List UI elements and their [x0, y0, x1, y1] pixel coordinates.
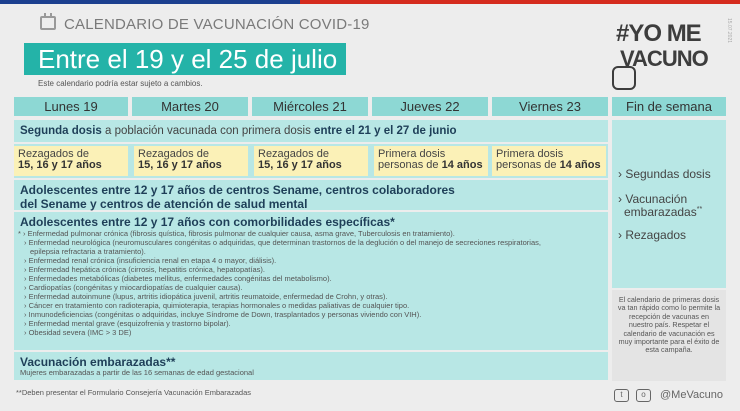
- flag-stripe: [0, 0, 740, 4]
- comorbilidad-item: › Inmunodeficiencias (congénitas o adquiridas, incluye Síndrome de Down, trasplantados y personas viviendo con VIH).: [24, 310, 422, 319]
- page-title: CALENDARIO DE VACUNACIÓN COVID-19: [64, 16, 370, 33]
- comorbilidad-item: › Obesidad severa (IMC > 3 DE): [24, 328, 132, 337]
- embarazadas-heading: Vacunación embarazadas**: [20, 355, 176, 369]
- weekend-item-embarazadas: [624, 205, 702, 219]
- cell-line-2: 15, 16 y 17 años: [138, 159, 222, 171]
- comorbilidad-item: › Enfermedad autoinmune (lupus, artritis idiopática juvenil, artritis reumatoide, enfermedad de Crohn, y otras).: [24, 292, 388, 301]
- comorbilidad-item: › Enfermedad mental grave (esquizofrenia y trastorno bipolar).: [24, 319, 231, 328]
- comorbilidad-item: › Enfermedades metabólicas (diabetes mellitus, enfermedades congénitas del metabolismo).: [24, 274, 332, 283]
- flag-red-stripe: [300, 0, 740, 4]
- logo-line-1: #YO ME: [616, 20, 701, 47]
- comorbilidad-item: › Enfermedad renal crónica (insuficiencia renal en etapa 4 o mayor, diálisis).: [24, 256, 277, 265]
- comorbilidad-item: epilepsia refractaria a tratamiento).: [30, 247, 146, 256]
- cell-primera-dosis-thursday: [374, 146, 488, 176]
- yo-me-vacuno-logo: [612, 16, 728, 92]
- cell-line-1: Primera dosis: [378, 148, 446, 160]
- cell-line-2b: 14 años: [441, 159, 483, 171]
- cell-primera-dosis-friday: [492, 146, 606, 176]
- comorbilidad-item: › Enfermedad hepática crónica (cirrosis, hepatitis crónica, hepatopatías).: [24, 265, 265, 274]
- sename-line-2: del Sename y centros de atención de salud mental: [20, 197, 308, 211]
- social-links: [614, 387, 734, 405]
- instagram-icon[interactable]: o: [636, 389, 651, 402]
- weekend-item-rezagados: › Rezagados: [618, 228, 687, 242]
- day-header-friday: Viernes 23: [492, 97, 608, 116]
- cell-line-1: Primera dosis: [496, 148, 564, 160]
- cell-line-1: Rezagados de: [258, 148, 329, 160]
- weekend-embarazadas-sup: **: [696, 206, 703, 213]
- day-header-monday: Lunes 19: [14, 97, 128, 116]
- social-handle[interactable]: @MeVacuno: [660, 389, 723, 401]
- day-header-thursday: Jueves 22: [372, 97, 488, 116]
- disclaimer-text: Este calendario podría estar sujeto a cambios.: [38, 79, 203, 88]
- flag-blue-stripe: [0, 0, 300, 4]
- comorbilidad-item: › Cáncer en tratamiento con radioterapia, quimioterapia, terapias hormonales o medidas paliativas de cualquier tipo.: [24, 301, 410, 310]
- comorbilidad-item: › Cardiopatías (congénitas y miocardiopatías de cualquier causa).: [24, 283, 243, 292]
- comorbilidad-item: * › Enfermedad pulmonar crónica (fibrosis quística, fibrosis pulmonar de cualquier causa, asma grave, Tuberculosis en tratamiento).: [18, 229, 455, 238]
- segunda-dosis-label: Segunda dosis: [20, 125, 102, 137]
- comorbilidad-item: › Enfermedad neurológica (neuromusculares congénitas o adquiridas, que determinan trastornos de la deglución o del manejo de secreciones respiratorias,: [24, 238, 541, 247]
- cell-rezagados-monday: [14, 146, 128, 176]
- calendar-icon: [40, 16, 56, 30]
- cell-line-1: Rezagados de: [138, 148, 209, 160]
- twitter-icon[interactable]: t: [614, 389, 629, 402]
- embarazadas-text: Mujeres embarazadas a partir de las 16 semanas de edad gestacional: [20, 368, 254, 377]
- cell-line-2a: personas de: [496, 159, 560, 171]
- date-range-title: Entre el 19 y el 25 de julio: [38, 44, 338, 74]
- cell-line-2: 15, 16 y 17 años: [258, 159, 342, 171]
- segunda-dosis-dates: entre el 21 y el 27 de junio: [314, 125, 457, 137]
- side-date: 15.07.2021: [726, 18, 732, 44]
- weekend-item-vacunacion: › Vacunación: [618, 192, 688, 206]
- cell-line-1: Rezagados de: [18, 148, 89, 160]
- day-header-wednesday: Miércoles 21: [252, 97, 368, 116]
- cell-line-2a: personas de: [378, 159, 442, 171]
- calendar-note: El calendario de primeras dosis va tan rápido como lo permite la recepción de vacunas en nuestro país. Respetar el calendario de vacunación es muy importante para el éxito de esta campaña.: [612, 290, 726, 381]
- day-header-weekend: Fin de semana: [612, 97, 726, 116]
- cell-line-2b: 14 años: [559, 159, 601, 171]
- hand-icon: [612, 66, 636, 90]
- cell-line-2: 15, 16 y 17 años: [18, 159, 102, 171]
- sename-line-1: Adolescentes entre 12 y 17 años de centros Sename, centros colaboradores: [20, 183, 455, 197]
- segunda-dosis-desc: a población vacunada con primera dosis: [101, 125, 315, 137]
- comorbilidades-heading: Adolescentes entre 12 y 17 años con comorbilidades específicas*: [20, 215, 395, 229]
- day-header-tuesday: Martes 20: [132, 97, 248, 116]
- row-segunda-dosis-text: [20, 125, 457, 137]
- weekend-embarazadas-label: embarazadas: [624, 205, 697, 219]
- logo-line-2: VACUNO: [620, 46, 708, 71]
- weekend-item-segundas-dosis: › Segundas dosis: [618, 167, 711, 181]
- footnote: **Deben presentar el Formulario Consejería Vacunación Embarazadas: [16, 388, 251, 397]
- cell-rezagados-wednesday: [254, 146, 368, 176]
- cell-rezagados-tuesday: [134, 146, 248, 176]
